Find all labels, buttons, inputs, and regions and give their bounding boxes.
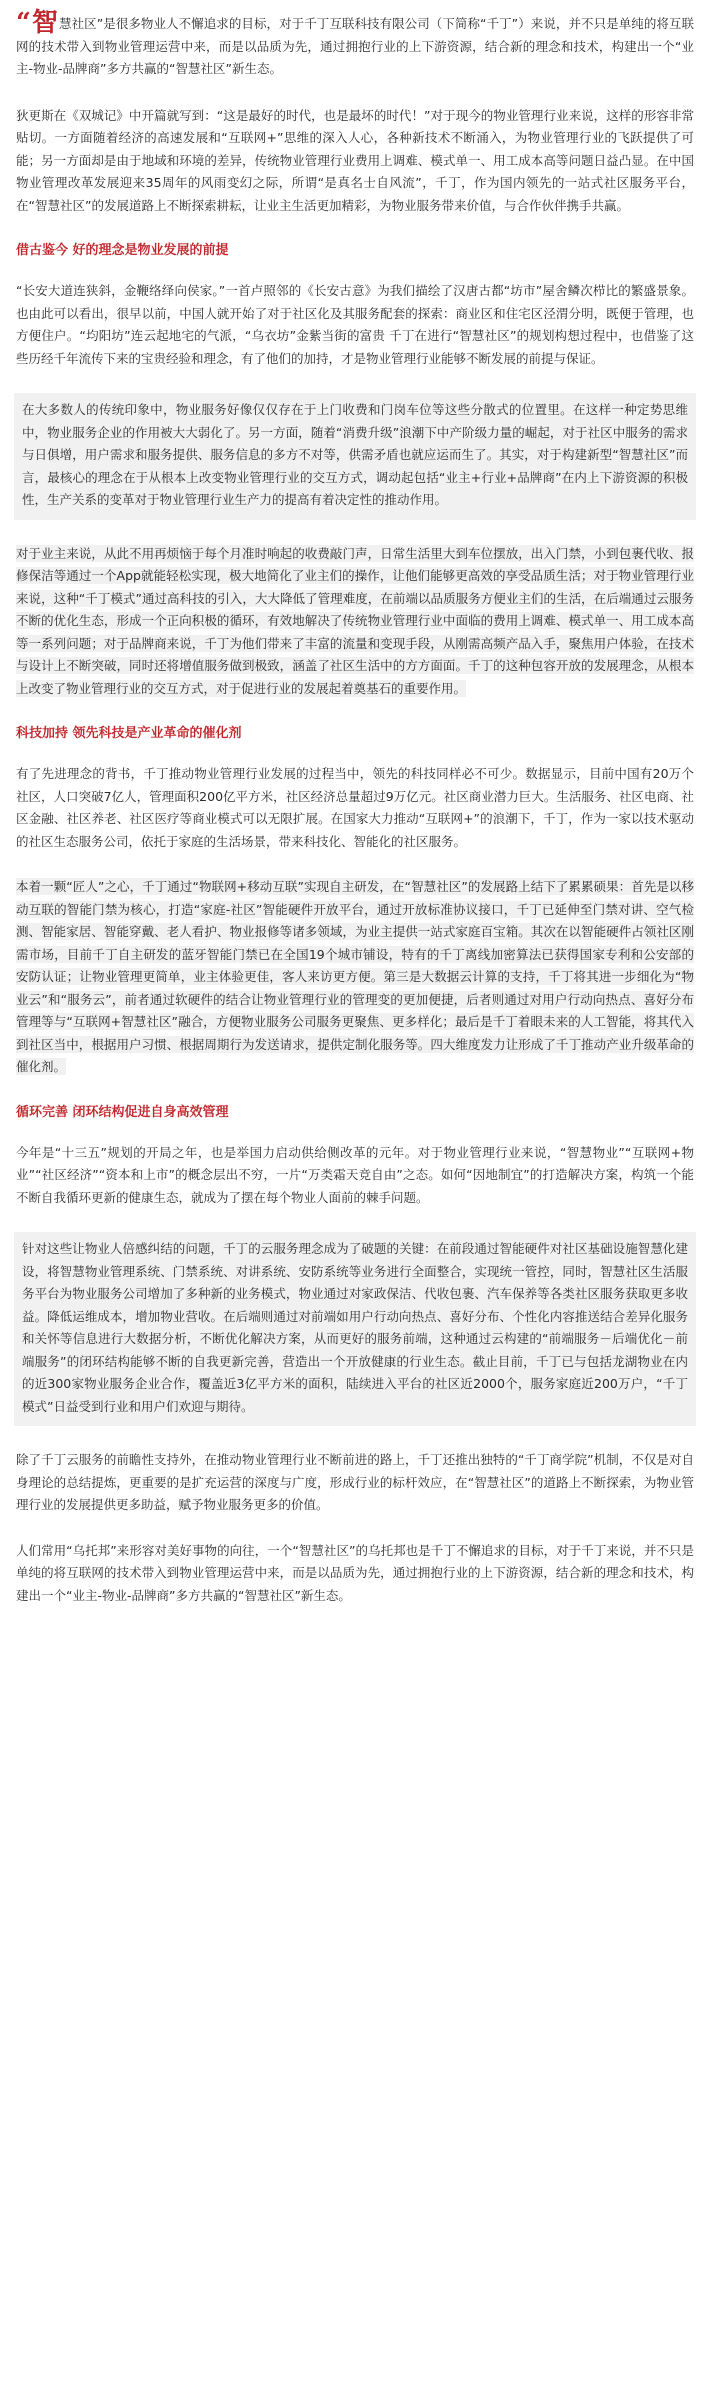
shaded-paragraph: 针对这些让物业人倍感纠结的问题，千丁的云服务理念成为了破题的关键：在前段通过智能硬件对社区基础设施智慧化建设，将智慧物业管理系统、门禁系统、对讲系统、安防系统等业务进行全面整合，实现统一管控，同时，智慧社区生活服务平台为物业服务公司增加了多种新的业务模式，物业通过对家政保洁、代收包裹、汽车保养等各类社区服务获取更多收益。降低运维成本，增加物业营收。在后端则通过对前端如用户行动向热点、喜好分布、个性化内容推送结合差异化服务和关怀等信息进行大数据分析，不断优化解决方案，从而更好的服务前端，这种通过云构建的“前端服务－后端优化－前端服务”的闭环结构能够不断的自我更新完善，营造出一个开放健康的行业生态。截止目前，千丁已与包括龙湖物业在内的近300家物业服务企业合作，覆盖近3亿平方米的面积，陆续进入平台的社区近2000个，服务家庭近200万户，“千丁模式”日益受到行业和用户们欢迎与期待。 bbox=[14, 1232, 696, 1426]
lead-character: 智 bbox=[31, 8, 58, 38]
section-title-1: 借古鉴今 好的理念是物业发展的前提 bbox=[16, 243, 229, 258]
section-title-3: 循环完善 闭环结构促进自身高效管理 bbox=[16, 1104, 229, 1120]
shaded-paragraph: 在大多数人的传统印象中，物业服务好像仅仅存在于上门收费和门岗车位等这些分散式的位置里。在这样一种定势思维中，物业服务企业的作用被大大弱化了。另一方面，随着“消费升级”浪潮下中产阶级力量的崛起，对于社区中服务的需求与日俱增，用户需求和服务提供、服务信息的多方不对等，供需矛盾也就应运而生了。其实，对于构建新型“智慧社区”而言，最核心的理念在于从根本上改变物业管理行业的交互方式，调动起包括“业主+行业+品牌商”在内上下游资源的积极性，生产关系的变革对于物业管理行业生产力的提高有着决定性的推动作用。 bbox=[14, 393, 696, 520]
paragraph bbox=[14, 543, 696, 701]
paragraph: “长安大道连狭斜，金鞭络绎向侯家。”一首卢照邻的《长安古意》为我们描绘了汉唐古都“坊市”屋舍鳞次栉比的繁盛景象。也由此可以看出，很早以前，中国人就开始了对于社区化及其服务配套的探索：商业区和住宅区泾渭分明，既便于管理，也方便住户。“均阳坊”连云起地宅的气派，“乌衣坊”金紫当街的富贵 千丁在进行“智慧社区”的规划构想过程中，也借鉴了这些历经千年流传下来的宝贵经验和理念，有了他们的加持，才是物业管理行业能够不断发展的前提与保证。 bbox=[16, 283, 694, 366]
paragraph: 狄更斯在《双城记》中开篇就写到：“这是最好的时代，也是最坏的时代！”对于现今的物业管理行业来说，这样的形容非常贴切。一方面随着经济的高速发展和“互联网+”思维的深入人心，各种新技术不断涌入，为物业管理行业的飞跃提供了可能；另一方面却是由于地域和环境的差异，传统物业管理行业费用上调难、模式单一、用工成本高等问题日益凸显。在中国物业管理改革发展迎来35周年的风雨变幻之际，所谓“是真名士自风流”，千丁，作为国内领先的一站式社区服务平台，在“智慧社区”的发展道路上不断探索耕耘，让业主生活更加精彩，为物业服务带来价值，与合作伙伴携手共赢。 bbox=[16, 107, 694, 213]
paragraph: 有了先进理念的背书，千丁推动物业管理行业发展的过程当中，领先的科技同样必不可少。数据显示，目前中国有20万个社区，人口突破7亿人，管理面积200亿平方米，社区经济总量超过9万亿元。社区商业潜力巨大。生活服务、社区电商、社区金融、社区养老、社区医疗等商业模式可以无限扩展。在国家大力推动“互联网+”的浪潮下，千丁，作为一家以技术驱动的社区生态服务公司，依托于家庭的生活场景，带来科技化、智能化的社区服务。 bbox=[16, 766, 694, 849]
opening-quote-mark: “ bbox=[16, 8, 31, 38]
section-title-2: 科技加持 领先科技是产业革命的催化剂 bbox=[16, 726, 242, 741]
paragraph bbox=[14, 876, 696, 1079]
paragraph: 人们常用“乌托邦”来形容对美好事物的向往，一个“智慧社区”的乌托邦也是千丁不懈追求的目标，对于千丁来说，并不只是单纯的将互联网的技术带入到物业管理运营中来，而是以品质为先，通过拥抱行业的上下游资源，结合新的理念和技术，构建出一个“业主-物业-品牌商”多方共赢的“智慧社区”新生态。 bbox=[16, 1542, 694, 1603]
highlighted-text: 对于业主来说，从此不用再烦恼于每个月准时响起的收费敲门声，日常生活里大到车位摆放，出入门禁，小到包裹代收、报修保洁等通过一个App就能轻松实现，极大地简化了业主们的操作，让他们能够更高效的享受品质生活；对于物业管理行业来说，这种“千丁模式”通过高科技的引入，大大降低了管理难度，在前端以品质服务方便业主们的生活，在后端通过云服务不断的优化生态，形成一个正向积极的循环，有效地解决了传统物业管理行业中面临的费用上调难、模式单一、用工成本高等一系列问题；对于品牌商来说，千丁为他们带来了丰富的流量和变现手段，从刚需高频产品入手，聚焦用户体验，在技术与设计上不断突破，同时还将增值服务做到极致，涵盖了社区生活中的方方面面。千丁的这种包容开放的发展理念，从根本上改变了物业管理行业的交互方式，对于促进行业的发展起着奠基石的重要作用。 bbox=[16, 545, 694, 696]
intro-text: 慧社区”是很多物业人不懈追求的目标，对于千丁互联科技有限公司（下简称“千丁”）来说，并不只是单纯的将互联网的技术带入到物业管理运营中来，而是以品质为先，通过拥抱行业的上下游资源，结合新的理念和技术，构建出一个“业主-物业-品牌商”多方共赢的“智慧社区”新生态。 bbox=[16, 16, 694, 76]
intro-paragraph bbox=[14, 8, 696, 81]
highlighted-text: 本着一颗“匠人”之心，千丁通过“物联网+移动互联”实现自主研发，在“智慧社区”的发展路上结下了累累硕果：首先是以移动互联的智能门禁为核心，打造“家庭-社区”智能硬件开放平台，通过开放标准协议接口，千丁已延伸至门禁对讲、空气检测、智能家居、智能穿戴、老人看护、物业报修等诸多领域，为业主提供一站式家庭百宝箱。其次在以智能硬件占领社区刚需市场，目前千丁自主研发的蓝牙智能门禁已在全国19个城市铺设，特有的千丁离线加密算法已获得国家专利和公安部的安防认证；让物业管理更简单，业主体验更佳，客人来访更方便。第三是大数据云计算的支持，千丁将其进一步细化为“物业云”和“服务云”，前者通过软硬件的结合让物业管理行业的管理变的更加便捷，后者则通过对用户行动向热点、喜好分布管理等与“互联网+智慧社区”融合，方便物业服务公司服务更聚焦、更多样化；最后是千丁着眼未来的人工智能，将其代入到社区当中，根据用户习惯、根据周期行为发送请求，提供定制化服务等。四大维度发力让形成了千丁推动产业升级革命的催化剂。 bbox=[16, 879, 694, 1074]
paragraph: 除了千丁云服务的前瞻性支持外，在推动物业管理行业不断前进的路上，千丁还推出独特的“千丁商学院”机制，不仅是对自身理论的总结提炼，更重要的是扩充运营的深度与广度，形成行业的标杆效应，在“智慧社区”的道路上不断探索，为物业管理行业的发展提供更多助益，赋予物业服务更多的价值。 bbox=[16, 1452, 694, 1512]
paragraph: 今年是“十三五”规划的开局之年，也是举国力启动供给侧改革的元年。对于物业管理行业来说，“智慧物业”“互联网+物业”“社区经济”“资本和上市”的概念层出不穷，一片“万类霜天竞自由”之态。如何“因地制宜”的打造解决方案，构筑一个能不断自我循环更新的健康生态，就成为了摆在每个物业人面前的棘手问题。 bbox=[16, 1144, 694, 1205]
